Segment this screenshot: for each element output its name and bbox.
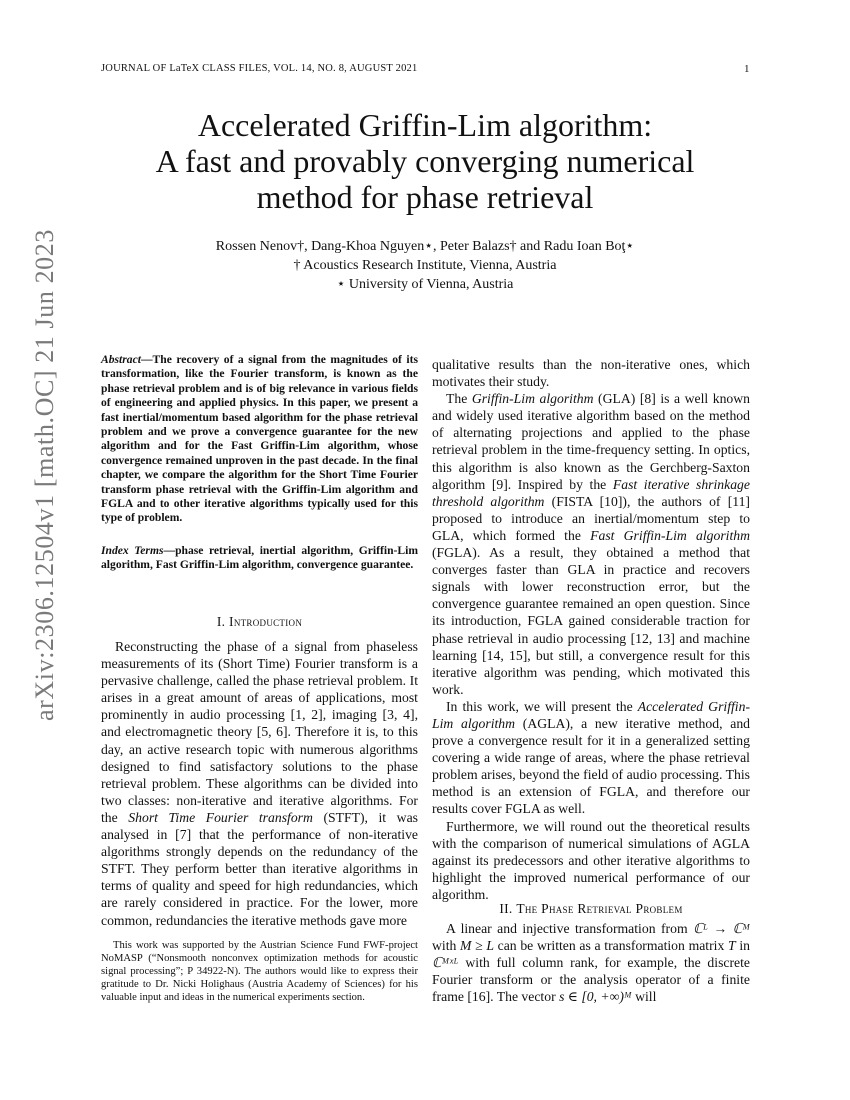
section-number: I. xyxy=(216,614,226,629)
section-title: Introduction xyxy=(229,614,303,629)
paragraph: Furthermore, we will round out the theoretical results with the comparison of numerical simulations of AGLA against its predecessors and other iterative algorithms to highlight the improved numerical performance of our algorithm. xyxy=(432,818,750,902)
introduction-body xyxy=(101,638,418,929)
footnote xyxy=(101,939,418,1004)
title-line: method for phase retrieval xyxy=(256,179,594,215)
section-title: The Phase Retrieval Problem xyxy=(516,901,683,916)
paragraph: In this work, we will present the Accelerated Griffin-Lim algorithm (AGLA), a new iterative method, and prove a convergence result for it in a generalized setting covering a wide range of areas, where the phase retrieval problem arises, beyond the field of audio processing. This method is an extension of FGLA, and therefore our results cover FGLA as well. xyxy=(432,698,751,817)
paragraph: Reconstructing the phase of a signal from phaseless measurements of its (Short Time) Fourier transform is a pervasive challenge, called the phase retrieval problem. It arises in a great amount of areas of applications, most prominently in audio processing [1, 2], imaging [3, 4], and electromagnetic theory [5, 6]. Therefore it is, to this day, an active research topic with numerous algorithms designed to find satisfactory solutions to the phase retrieval problem. These algorithms can be divided into two classes: non-iterative and iterative algorithms. For the Short Time Fourier transform (STFT), it was analysed in [7] that the performance of non-iterative algorithms strongly depends on the redundancy of the STFT. They perform better than iterative algorithms in terms of quality and speed for high redundancies, which are rarely considered in practice. For the lower, more common, redundancies the iterative methods gave more xyxy=(101,639,418,928)
arxiv-identifier[interactable]: arXiv:2306.12504v1 [math.OC] 21 Jun 2023 xyxy=(30,229,59,721)
right-column-body xyxy=(432,356,750,903)
abstract-text: —The recovery of a signal from the magnitudes of its transformation, like the Fourier transform, is known as the phase retrieval problem and is of big relevance in various fields of engineering and applied physics. In this paper, we present a fast inertial/momentum based algorithm for the phase retrieval problem and we prove a convergence guarantee for the new algorithm and for the Fast Griffin-Lim algorithm, whose convergence remained unproven in the past decade. In the final chapter, we compare the algorithm for the Short Time Fourier transform phase retrieval with the Griffin-Lim algorithm and FGLA and to other iterative algorithms typically used for this type of problem. xyxy=(101,353,418,525)
index-terms-text: —phase retrieval, inertial algorithm, Griffin-Lim algorithm, Fast Griffin-Lim algorithm, convergence guarantee. xyxy=(101,544,418,572)
paragraph: A linear and injective transformation from ℂᴸ → ℂᴹ with M ≥ L can be written as a transformation matrix T in ℂᴹˣᴸ with full column rank, for example, the discrete Fourier transform or the analysis operator of a finite frame [16]. The vector s ∈ [0, +∞)ᴹ will xyxy=(432,921,750,1005)
author-names: Rossen Nenov†, Dang-Khoa Nguyen⋆, Peter Balazs† and Radu Ioan Boţ⋆ xyxy=(215,239,635,254)
affiliation-2: ⋆ University of Vienna, Austria xyxy=(336,277,514,292)
page-number: 1 xyxy=(744,63,750,75)
section-heading-phase-retrieval xyxy=(432,901,750,917)
running-head: JOURNAL OF LaTeX CLASS FILES, VOL. 14, NO. 8, AUGUST 2021 xyxy=(101,63,418,74)
section-heading-introduction xyxy=(101,614,418,630)
index-terms xyxy=(101,544,418,573)
section2-body xyxy=(432,920,750,1005)
title-line: Accelerated Griffin-Lim algorithm: xyxy=(197,107,653,143)
abstract xyxy=(101,353,418,526)
funding-note: This work was supported by the Austrian Science Fund FWF-project NoMASP (“Nonsmooth nonconvex optimization methods for acoustic signal processing”; P 34922-N). The authors would like to express their gratitude to Dr. Nicki Holighaus (Austria Academy of Sciences) for his valuable input and ideas in the numerical experiments section. xyxy=(101,940,418,1003)
paragraph: qualitative results than the non-iterative ones, which motivates their study. xyxy=(432,357,750,390)
section-number: II. xyxy=(499,901,513,916)
author-block xyxy=(100,237,750,294)
paragraph: The Griffin-Lim algorithm (GLA) [8] is a well known and widely used iterative algorithm based on the method of alternating projections and applied to the phase retrieval problem in the time-frequency setting. In optics, this algorithm is also known as the Gerchberg-Saxton algorithm [9]. Inspired by the Fast iterative shrinkage threshold algorithm (FISTA [10]), the authors of [11] proposed to introduce an inertial/momentum step to GLA, which formed the Fast Griffin-Lim algorithm (FGLA). As a result, they obtained a method that converges faster than GLA in practice and recovers signals with lower reconstruction error, but the convergence guarantee remained an open question. Since its introduction, FGLA gained considerable traction for phase retrieval in audio processing [12, 13] and machine learning [14, 15], but still, a convergence result for this iterative algorithm was pending, which motivated this work. xyxy=(432,391,751,697)
paper-title xyxy=(100,107,750,215)
title-line: A fast and provably converging numerical xyxy=(155,143,695,179)
affiliation-1: † Acoustics Research Institute, Vienna, Austria xyxy=(293,258,557,273)
index-terms-label: Index Terms xyxy=(101,544,164,557)
abstract-label: Abstract xyxy=(101,353,141,366)
